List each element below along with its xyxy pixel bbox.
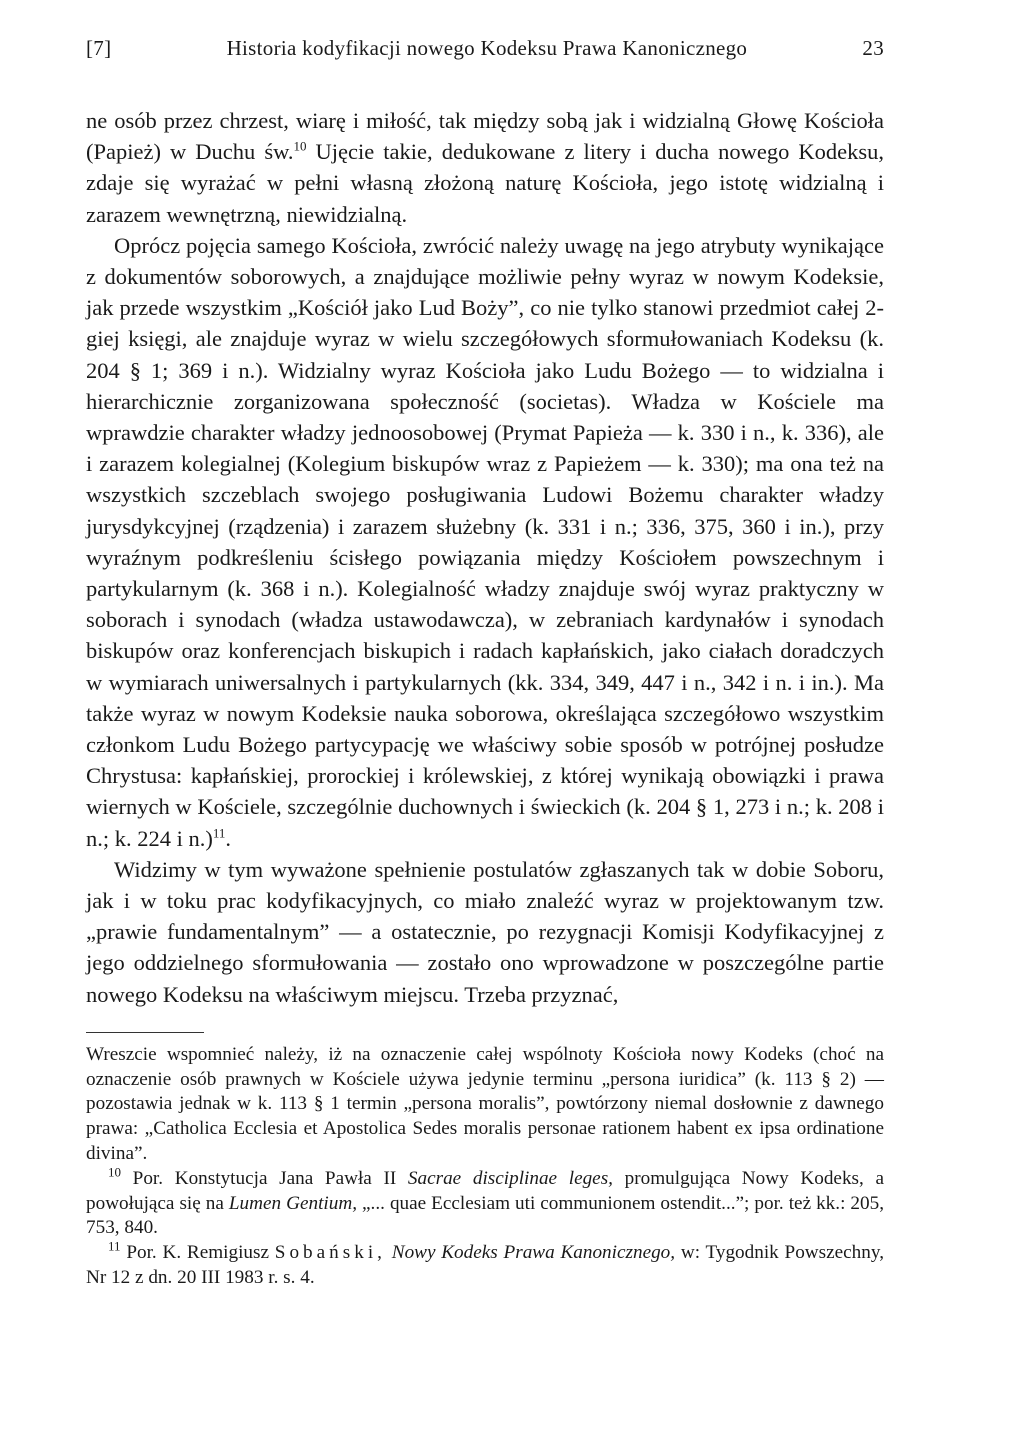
paragraph-2-text: Oprócz pojęcia samego Kościoła, zwrócić należy uwagę na jego atrybuty wynikające z dokumentów soborowych, a znajdujące możliwie pełny wyraz w nowym Kodeksie, jak przede wszystkim „Kościół jako Lud Boży”, co nie tylko stanowi przedmiot całej 2-giej księgi, ale znajduje wyraz w wielu szczegółowych sformułowaniach Kodeksu (k. 204 § 1; 369 i n.). Widzialny wyraz Kościoła jako Ludu Bożego — to widzialna i hierarchicznie zorganizowana społeczność (societas). Władza w Kościele ma wprawdzie charakter władzy jednoosobowej (Prymat Papieża — k. 330 i n., k. 336), ale i zarazem kolegialnej (Kolegium biskupów wraz z Papieżem — k. 330); ma ona też na wszystkich szczeblach swojego posługiwania Ludowi Bożemu charakter władzy jurysdykcyjnej (rządzenia) i zarazem służebny (k. 331 i n.; 336, 375, 360 i in.), przy wyraźnym podkreśleniu ścisłego powiązania między Kościołem powszechnym i partykularnym (k. 368 i n.). Kolegialność władzy znajduje swój wyraz praktyczny w soborach i synodach (władza ustawodawcza), w zebraniach kardynałów i synodach biskupów oraz konferencjach biskupich i radach kapłańskich, jako ciałach doradczych w wymiarach uniwersalnych i partykularnych (kk. 334, 349, 447 i n., 342 i n. i in.). Ma także wyraz w nowym Kodeksie nauka soborowa, określająca szczegółowo wszystkim członkom Ludu Bożego partycypację we właściwy sobie sposób w potrójnej posłudze Chrystusa: kapłańskiej, prorockiej i królewskiej, z której wynikają obowiązki i prawa wiernych w Kościele, szczególnie duchownych i świeckich (k. 204 § 1, 273 i n.; k. 208 i n.; k. 224 i n.) <box>86 232 884 851</box>
paragraph-1 <box>86 105 884 230</box>
paragraph-2 <box>86 230 884 854</box>
paragraph-1-text-a: ne osób przez chrzest, wiarę i miłość, tak między sobą jak i widzialną Głowę Kościoła (Papież) w Duchu św. <box>86 108 884 165</box>
paragraph-2-end: . <box>225 825 232 851</box>
footnote-ref-11[interactable]: 11 <box>212 825 226 841</box>
footnote-continued: Wreszcie wspomnieć należy, iż na oznaczenie całej wspólnoty Kościoła nowy Kodeks (choć na oznaczenie osób prawnych w Kościele używa jedynie terminu „persona iuridica” (k. 113 § 2) — pozostawia jednak w k. 113 § 1 termin „persona moralis”, powtórzony niemal dosłownie z dawnego prawa: „Catholica Ecclesia et Apostolica Sedes moralis personae rationem habent ex ipsa ordinatione divina”. <box>86 1043 884 1165</box>
footnote-ref-10[interactable]: 10 <box>293 138 307 154</box>
footnote-11 <box>86 1238 885 1291</box>
body-text <box>86 105 884 1010</box>
footnote-11-number: 11 <box>108 1238 121 1254</box>
footnote-10-title-2: Lumen Gentium, <box>228 1192 358 1214</box>
footnote-divider <box>86 1032 204 1033</box>
footnote-10-title-1: Sacrae disciplinae leges, <box>407 1167 613 1189</box>
footnote-10-text-c: „... quae Ecclesiam uti communionem ostendit...”; por. też kk.: 205, 753, 840. <box>86 1192 884 1239</box>
footnote-11-text-a: Por. K. Remigiusz <box>120 1242 275 1264</box>
footnote-10 <box>86 1164 884 1241</box>
footnote-11-author: Sobański, <box>274 1242 386 1264</box>
footnote-10-number: 10 <box>108 1164 121 1180</box>
section-number: [7] <box>86 36 112 60</box>
footnote-10-text-a: Por. Konstytucja Jana Pawła II <box>121 1167 408 1189</box>
page-number: 23 <box>862 36 884 60</box>
paragraph-1-text-b: Ujęcie takie, dedukowane z litery i ducha nowego Kodeksu, zdaje się wyrażać w pełni własną złożoną naturę Kościoła, jego istotę widzialną i zarazem wewnętrzną, niewidzialną. <box>86 139 884 227</box>
page <box>86 36 884 1291</box>
footnote-10-text-b: promulgująca Nowy Kodeks, a powołująca się na <box>86 1167 884 1214</box>
footnote-11-title: Nowy Kodeks Prawa Kanonicznego, <box>391 1242 676 1264</box>
running-title: Historia kodyfikacji nowego Kodeksu Prawa Kanonicznego <box>226 36 748 60</box>
footnote-11-text-c: w: Tygodnik Powszechny, Nr 12 z dn. 20 III 1983 r. s. 4. <box>86 1242 885 1289</box>
paragraph-3: Widzimy w tym wyważone spełnienie postulatów zgłaszanych tak w dobie Soboru, jak i w toku prac kodyfikacyjnych, co miało znaleźć wyraz w projektowanym tzw. „prawie fundamentalnym” — a ostatecznie, po rezygnacji Komisji Kodyfikacyjnej z jego oddzielnego sformułowania — zostało ono wprowadzone w poszczególne partie nowego Kodeksu na właściwym miejscu. Trzeba przyznać, <box>86 856 884 1007</box>
running-head <box>86 36 884 61</box>
footnotes <box>86 1043 884 1291</box>
